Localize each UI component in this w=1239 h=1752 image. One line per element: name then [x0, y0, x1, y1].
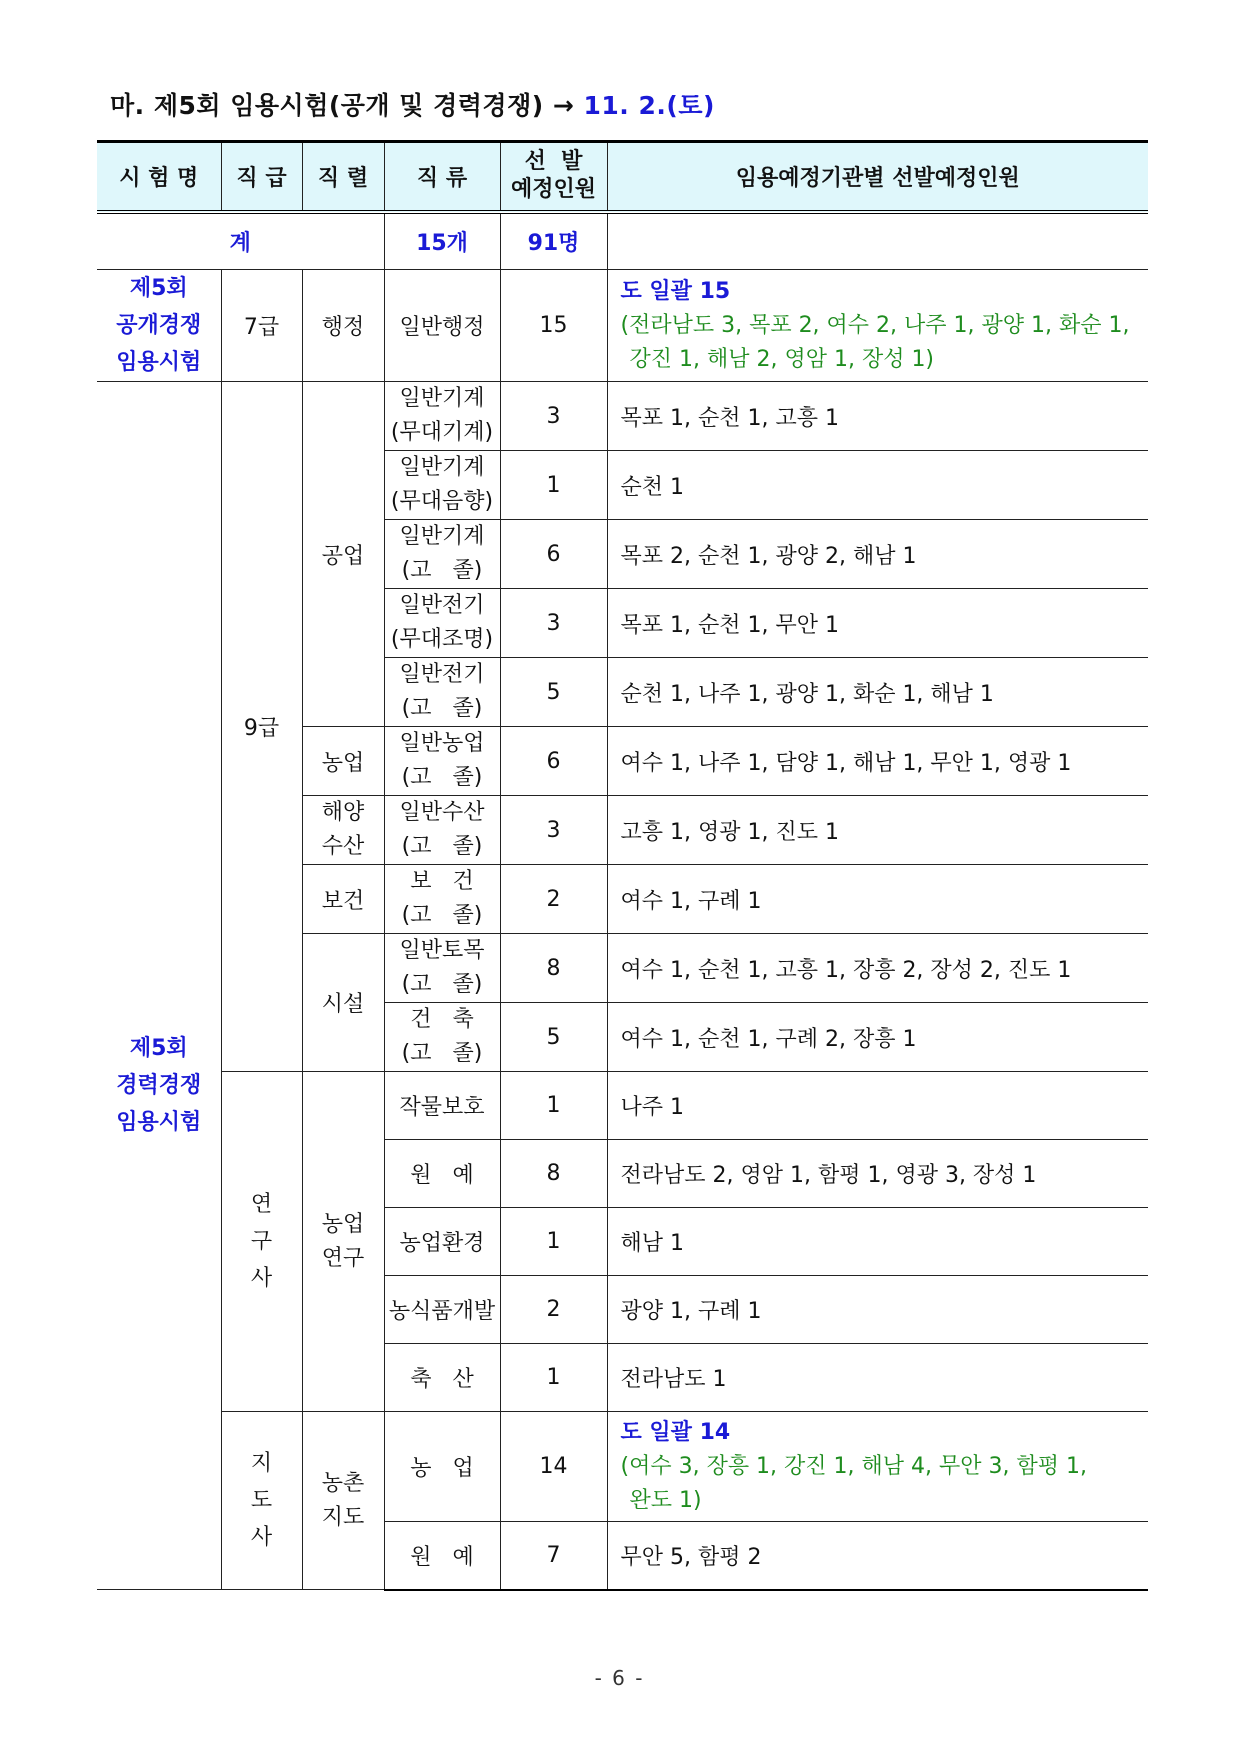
agencies-cell: 해남 1	[607, 1208, 1148, 1276]
category-line: (고 졸)	[401, 834, 483, 859]
header-exam: 시 험 명	[97, 142, 221, 212]
count-cell: 8	[500, 1140, 607, 1208]
header-row	[97, 142, 1148, 212]
agencies-cell: 전라남도 2, 영암 1, 함평 1, 영광 3, 장성 1	[607, 1140, 1148, 1208]
count-cell: 3	[500, 589, 607, 658]
series-nongeop-yeongu	[302, 1072, 384, 1412]
category-cell: 농 업	[384, 1412, 500, 1522]
header-count-top: 선 발	[524, 149, 583, 175]
count-cell: 3	[500, 382, 607, 451]
open-exam-line: 제5회	[129, 276, 188, 301]
grade-char: 지	[250, 1451, 273, 1476]
series-bogeon: 보건	[302, 865, 384, 934]
category-line: (고 졸)	[401, 903, 483, 928]
agencies-cell: 여수 1, 순천 1, 고흥 1, 장흥 2, 장성 2, 진도 1	[607, 934, 1148, 1003]
agencies-cell: 전라남도 1	[607, 1344, 1148, 1412]
total-categories: 15개	[384, 212, 500, 270]
header-count-bottom: 예정인원	[510, 177, 596, 203]
open-agency-detail: 강진 1, 해남 2, 영암 1, 장성 1)	[629, 346, 935, 372]
advisor-agency-detail: 완도 1)	[629, 1487, 702, 1513]
grade-researcher	[221, 1072, 302, 1412]
agencies-cell: 여수 1, 순천 1, 구례 2, 장흥 1	[607, 1003, 1148, 1072]
category-line: 일반기계	[399, 386, 485, 411]
category-line: 일반기계	[399, 524, 485, 549]
category-cell	[384, 451, 500, 520]
category-cell	[384, 727, 500, 796]
header-grade: 직 급	[221, 142, 302, 212]
agencies-cell: 광양 1, 구례 1	[607, 1276, 1148, 1344]
table-row	[97, 1072, 1148, 1140]
open-category: 일반행정	[384, 270, 500, 382]
category-line: (고 졸)	[401, 558, 483, 583]
total-row	[97, 212, 1148, 270]
total-agencies	[607, 212, 1148, 270]
category-cell: 원 예	[384, 1140, 500, 1208]
category-cell	[384, 589, 500, 658]
grade-advisor	[221, 1412, 302, 1590]
category-cell: 축 산	[384, 1344, 500, 1412]
series-haeyang	[302, 796, 384, 865]
category-cell	[384, 796, 500, 865]
count-cell: 1	[500, 1344, 607, 1412]
grade-char: 도	[250, 1488, 273, 1513]
category-line: 일반전기	[399, 662, 485, 687]
category-line: 일반토목	[399, 938, 485, 963]
table-row	[97, 270, 1148, 382]
category-line: 건 축	[410, 1007, 474, 1032]
open-count: 15	[500, 270, 607, 382]
count-cell: 2	[500, 1276, 607, 1344]
career-exam-line: 경력경쟁	[116, 1073, 202, 1098]
category-line: (무대기계)	[390, 420, 494, 445]
series-nongchon	[302, 1412, 384, 1590]
total-count: 91명	[500, 212, 607, 270]
count-cell: 1	[500, 1072, 607, 1140]
open-agency-bold: 도 일괄 15	[620, 278, 731, 304]
series-line: 연구	[321, 1245, 365, 1271]
open-agency-detail: (전라남도 3, 목포 2, 여수 2, 나주 1, 광양 1, 화순 1,	[620, 312, 1130, 338]
agencies-cell: 목포 1, 순천 1, 무안 1	[607, 589, 1148, 658]
page-number: - 6 -	[594, 1666, 645, 1690]
category-line: (무대조명)	[390, 627, 494, 652]
header-agencies: 임용예정기관별 선발예정인원	[607, 142, 1148, 212]
grade-char: 사	[250, 1266, 273, 1291]
count-cell: 1	[500, 451, 607, 520]
category-cell: 원 예	[384, 1522, 500, 1590]
heading-date: 11. 2.(토)	[583, 91, 715, 120]
career-exam-line: 임용시험	[116, 1110, 202, 1135]
heading-prefix: 마. 제5회 임용시험(공개 및 경력경쟁) →	[110, 91, 584, 120]
series-line: 지도	[321, 1504, 365, 1530]
series-gongeop: 공업	[302, 382, 384, 727]
count-cell: 1	[500, 1208, 607, 1276]
category-line: 일반전기	[399, 593, 485, 618]
career-exam-name	[97, 382, 221, 1590]
category-line: (무대음향)	[390, 489, 494, 514]
agencies-cell: 목포 1, 순천 1, 고흥 1	[607, 382, 1148, 451]
grade-char: 사	[250, 1525, 273, 1550]
agencies-cell: 목포 2, 순천 1, 광양 2, 해남 1	[607, 520, 1148, 589]
agencies-cell	[607, 1412, 1148, 1522]
count-cell: 7	[500, 1522, 607, 1590]
table-row	[97, 1412, 1148, 1522]
total-label: 계	[97, 212, 384, 270]
open-series: 행정	[302, 270, 384, 382]
category-cell	[384, 865, 500, 934]
count-cell: 5	[500, 1003, 607, 1072]
category-line: 일반수산	[399, 800, 485, 825]
header-category: 직 류	[384, 142, 500, 212]
series-nongeop: 농업	[302, 727, 384, 796]
count-cell: 6	[500, 520, 607, 589]
grade-char: 구	[250, 1229, 273, 1254]
category-cell	[384, 934, 500, 1003]
table-row	[97, 382, 1148, 451]
open-agencies	[607, 270, 1148, 382]
category-line: 보 건	[410, 869, 474, 894]
category-line: 일반기계	[399, 455, 485, 480]
open-grade: 7급	[221, 270, 302, 382]
series-line: 농촌	[321, 1470, 365, 1496]
category-cell: 농식품개발	[384, 1276, 500, 1344]
open-exam-name	[97, 270, 221, 382]
count-cell: 14	[500, 1412, 607, 1522]
agencies-cell: 여수 1, 구례 1	[607, 865, 1148, 934]
count-cell: 6	[500, 727, 607, 796]
advisor-agency-bold: 도 일괄 14	[620, 1419, 731, 1445]
category-cell	[384, 658, 500, 727]
category-cell: 농업환경	[384, 1208, 500, 1276]
series-siseol: 시설	[302, 934, 384, 1072]
open-exam-line: 임용시험	[116, 350, 202, 375]
category-line: (고 졸)	[401, 1041, 483, 1066]
recruitment-table	[97, 140, 1148, 1591]
count-cell: 2	[500, 865, 607, 934]
agencies-cell: 나주 1	[607, 1072, 1148, 1140]
agencies-cell: 무안 5, 함평 2	[607, 1522, 1148, 1590]
grade-char: 연	[250, 1192, 273, 1217]
category-cell	[384, 520, 500, 589]
series-line: 농업	[321, 1211, 365, 1237]
agencies-cell: 여수 1, 나주 1, 담양 1, 해남 1, 무안 1, 영광 1	[607, 727, 1148, 796]
agencies-cell: 고흥 1, 영광 1, 진도 1	[607, 796, 1148, 865]
category-cell	[384, 1003, 500, 1072]
header-count	[500, 142, 607, 212]
count-cell: 3	[500, 796, 607, 865]
grade-9: 9급	[221, 382, 302, 1072]
career-exam-line: 제5회	[129, 1036, 188, 1061]
count-cell: 5	[500, 658, 607, 727]
category-line: (고 졸)	[401, 765, 483, 790]
category-cell: 작물보호	[384, 1072, 500, 1140]
category-line: 일반농업	[399, 731, 485, 756]
category-cell	[384, 382, 500, 451]
series-line: 수산	[321, 834, 365, 859]
open-exam-line: 공개경쟁	[116, 313, 202, 338]
category-line: (고 졸)	[401, 696, 483, 721]
count-cell: 8	[500, 934, 607, 1003]
advisor-agency-detail: (여수 3, 장흥 1, 강진 1, 해남 4, 무안 3, 함평 1,	[620, 1453, 1087, 1479]
section-heading	[110, 86, 715, 122]
series-line: 해양	[321, 800, 365, 825]
header-series: 직 렬	[302, 142, 384, 212]
agencies-cell: 순천 1	[607, 451, 1148, 520]
agencies-cell: 순천 1, 나주 1, 광양 1, 화순 1, 해남 1	[607, 658, 1148, 727]
category-line: (고 졸)	[401, 972, 483, 997]
